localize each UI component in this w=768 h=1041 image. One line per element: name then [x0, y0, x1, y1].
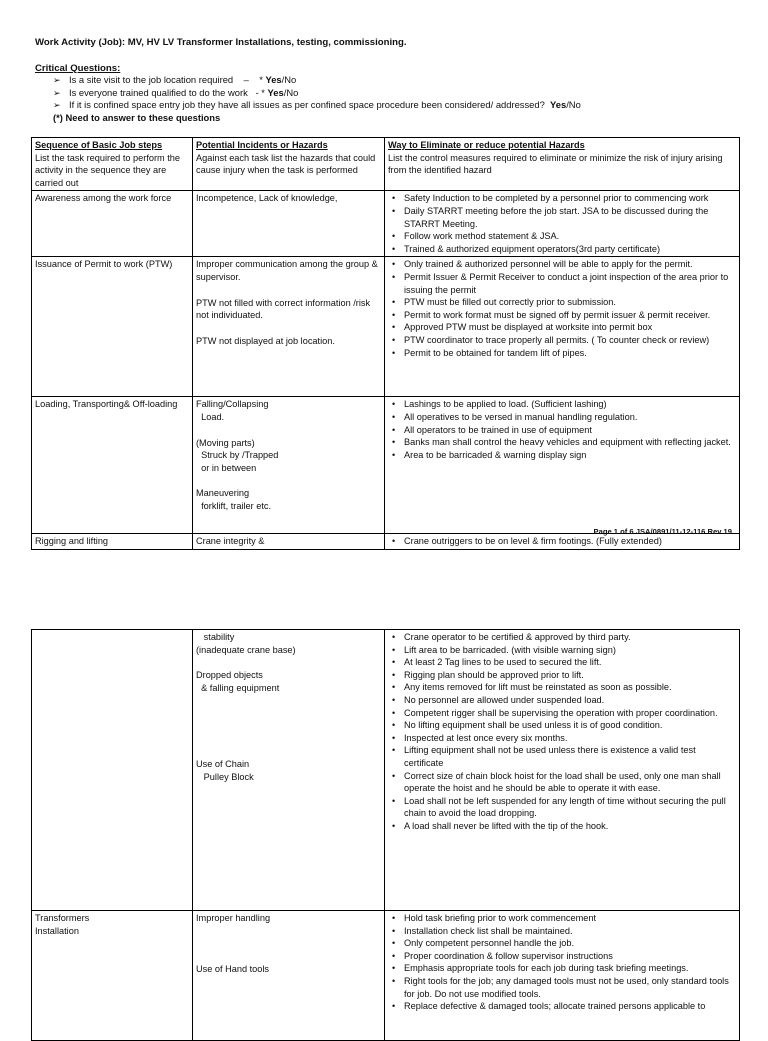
hazard-text: (Moving parts) Struck by /Trapped or in between	[196, 437, 279, 473]
column-header-description: Against each task list the hazards that could cause injury when the task is performed	[196, 152, 376, 176]
hazard-text: Maneuvering forklift, trailer etc.	[196, 488, 272, 511]
control-measure-item: • Safety Induction to be completed by a personnel prior to commencing work	[404, 192, 736, 205]
answer-no: /No	[283, 86, 299, 98]
control-measures-list	[388, 258, 736, 359]
critical-question-item	[53, 87, 581, 100]
controls-cell	[385, 630, 740, 911]
page-footer: Page 1 of 6 JSA/0891/11-12-116 Rev 19	[593, 527, 732, 536]
job-step-text: Loading, Transporting& Off-loading	[35, 399, 178, 410]
job-step-text: Issuance of Permit to work (PTW)	[35, 259, 173, 270]
control-measure-item: • Correct size of chain block hoist for the load shall be used, only one man shall operate the hoist and he should be able to operate it with ease.	[404, 770, 736, 795]
work-activity-title: Work Activity (Job): MV, HV LV Transformer Installations, testing, commissioning.	[35, 37, 407, 48]
control-measure-item: • Permit Issuer & Permit Receiver to conduct a joint inspection of the area prior to issuing the permit	[404, 271, 736, 296]
control-measure-item: • Emphasis appropriate tools for each job during task briefing meetings.	[404, 962, 736, 975]
critical-question-item	[53, 99, 581, 112]
control-measures-list	[388, 631, 736, 833]
job-step-cell	[32, 191, 193, 257]
control-measure-item: • Approved PTW must be displayed at worksite into permit box	[404, 321, 736, 334]
hazards-cell	[193, 191, 385, 257]
control-measure-item: • Rigging plan should be approved prior to lift.	[404, 669, 736, 682]
control-measure-item: • Permit to work format must be signed off by permit issuer & permit receiver.	[404, 309, 736, 322]
hazard-text: PTW not filled with correct information /risk not individuated.	[196, 297, 373, 321]
column-header-title: Potential Incidents or Hazards	[196, 140, 328, 150]
control-measure-item: • Crane operator to be certified & approved by third party.	[404, 631, 736, 644]
control-measure-item: • All operators to be trained in use of equipment	[404, 424, 736, 437]
job-step-text: Rigging and lifting	[35, 536, 109, 547]
job-step-text: Awareness among the work force	[35, 193, 172, 204]
column-header-description: List the task required to perform the activity in the sequence they are carried out	[35, 152, 181, 188]
hazard-text: Improper handling	[196, 913, 271, 923]
control-measure-item: • Banks man shall control the heavy vehicles and equipment with reflecting jacket.	[404, 436, 736, 449]
question-text: Is a site visit to the job location required – *	[69, 74, 266, 85]
table-row	[32, 191, 740, 257]
control-measure-item: • A load shall never be lifted with the tip of the hook.	[404, 820, 736, 833]
control-measures-list	[388, 398, 736, 461]
question-text: If it is confined space entry job they have all issues as per confined space procedure been considered/ addressed?	[69, 99, 551, 110]
control-measure-item: • Permit to be obtained for tandem lift of pipes.	[404, 347, 736, 360]
controls-cell	[385, 534, 740, 550]
control-measure-item: • Replace defective & damaged tools; allocate trained persons applicable to	[404, 1000, 736, 1013]
hazards-cell	[193, 534, 385, 550]
document-page-2	[0, 560, 768, 1024]
job-step-cell	[32, 397, 193, 534]
controls-cell	[385, 257, 740, 397]
answer-no: /No	[281, 74, 297, 85]
answer-yes: Yes	[265, 74, 282, 85]
answer-yes: Yes	[550, 99, 567, 110]
control-measure-item: • Area to be barricaded & warning display sign	[404, 449, 736, 462]
control-measure-item: • PTW coordinator to trace properly all permits. ( To counter check or review)	[404, 334, 736, 347]
arrow-bullet-icon: ➢	[53, 100, 61, 110]
column-header	[32, 138, 193, 191]
table-row	[32, 911, 740, 1041]
control-measure-item: • At least 2 Tag lines to be used to secured the lift.	[404, 656, 736, 669]
arrow-bullet-icon: ➢	[53, 87, 61, 98]
control-measure-item: • Only competent personnel handle the job.	[404, 937, 736, 950]
control-measure-item: • Daily STARRT meeting before the job start. JSA to be discussed during the STARRT Meeting.	[404, 205, 736, 230]
column-header-title: Way to Eliminate or reduce potential Hazards	[388, 140, 585, 150]
control-measure-item: • Any items removed for lift must be reinstated as soon as possible.	[404, 681, 736, 694]
column-header	[193, 138, 385, 191]
job-step-text: Transformers Installation	[35, 913, 90, 936]
jsa-table-page-2	[31, 629, 740, 1041]
column-header	[385, 138, 740, 191]
control-measure-item: • Lift area to be barricaded. (with visible warning sign)	[404, 644, 736, 657]
arrow-bullet-icon: ➢	[53, 75, 61, 85]
table-header-row	[32, 138, 740, 191]
control-measure-item: • Follow work method statement & JSA.	[404, 230, 736, 243]
job-step-cell	[32, 257, 193, 397]
controls-cell	[385, 191, 740, 257]
job-step-cell	[32, 630, 193, 911]
table-row	[32, 397, 740, 534]
answer-yes: Yes	[267, 86, 284, 98]
hazard-text: Falling/Collapsing Load.	[196, 399, 269, 422]
control-measure-item: • Lashings to be applied to load. (Sufficient lashing)	[404, 398, 736, 411]
hazard-text: Dropped objects & falling equipment	[196, 670, 280, 693]
control-measure-item: • Hold task briefing prior to work commencement	[404, 912, 736, 925]
critical-questions-heading: Critical Questions:	[35, 63, 121, 74]
control-measure-item: • Lifting equipment shall not be used unless there is existence a valid test certificate	[404, 744, 736, 769]
hazard-text: stability (inadequate crane base)	[196, 632, 296, 655]
answer-no: /No	[566, 99, 581, 110]
controls-cell	[385, 911, 740, 1041]
hazards-cell	[193, 397, 385, 534]
control-measure-item: • All operatives to be versed in manual handling regulation.	[404, 411, 736, 424]
controls-cell	[385, 397, 740, 534]
control-measure-item: • Only trained & authorized personnel will be able to apply for the permit.	[404, 258, 736, 271]
hazard-text: Use of Chain Pulley Block	[196, 759, 254, 782]
control-measure-item: • Load shall not be left suspended for any length of time without securing the pull chain to avoid the load dropping.	[404, 795, 736, 820]
jsa-table-page-1	[31, 137, 740, 550]
control-measures-list	[388, 912, 736, 1013]
hazard-text: PTW not displayed at job location.	[196, 335, 335, 346]
column-header-description: List the control measures required to eliminate or minimize the risk of injury arising from the identified hazard	[388, 152, 723, 176]
control-measure-item: • Proper coordination & follow supervisor instructions	[404, 950, 736, 963]
critical-questions-note: (*) Need to answer to these questions	[53, 112, 221, 123]
control-measure-item: • Trained & authorized equipment operators(3rd party certificate)	[404, 243, 736, 256]
hazards-cell	[193, 630, 385, 911]
table-row	[32, 534, 740, 550]
critical-question-item	[53, 74, 581, 87]
job-step-cell	[32, 534, 193, 550]
hazards-cell	[193, 911, 385, 1041]
table-row	[32, 257, 740, 397]
hazard-text: Improper communication among the group & supervisor.	[196, 259, 381, 282]
table-row	[32, 630, 740, 911]
hazards-cell	[193, 257, 385, 397]
control-measure-item: • PTW must be filled out correctly prior to submission.	[404, 296, 736, 309]
hazard-text: Incompetence, Lack of knowledge,	[196, 193, 338, 204]
control-measures-list	[388, 192, 736, 255]
control-measure-item: • Crane outriggers to be on level & firm footings. (Fully extended)	[404, 535, 736, 548]
column-header-title: Sequence of Basic Job steps	[35, 140, 163, 150]
hazard-text: Crane integrity &	[196, 536, 265, 547]
hazard-text: Use of Hand tools	[196, 963, 270, 974]
control-measure-item: • No lifting equipment shall be used unless it is of good condition.	[404, 719, 736, 732]
critical-questions-list	[53, 74, 581, 112]
control-measure-item: • Installation check list shall be maintained.	[404, 925, 736, 938]
control-measure-item: • Competent rigger shall be supervising the operation with proper coordination.	[404, 707, 736, 720]
control-measure-item: • Right tools for the job; any damaged tools must not be used, only standard tools for job. Do not use modified tools.	[404, 975, 736, 1000]
control-measure-item: • No personnel are allowed under suspended load.	[404, 694, 736, 707]
control-measure-item: • Inspected at lest once every six months.	[404, 732, 736, 745]
job-step-cell	[32, 911, 193, 1041]
control-measures-list	[388, 535, 736, 548]
question-text: Is everyone trained qualified to do the work - *	[69, 86, 268, 98]
